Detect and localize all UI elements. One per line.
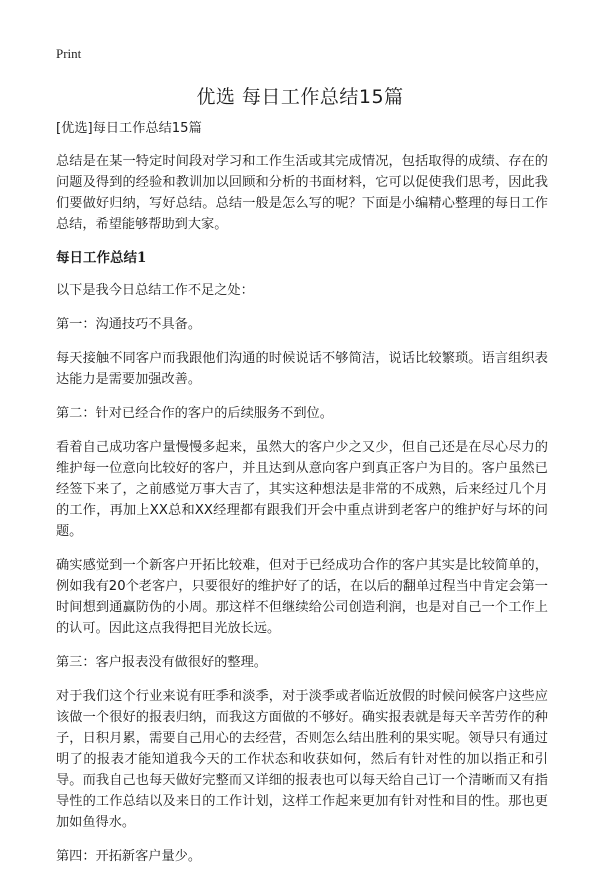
section-heading: 每日工作总结1 [56,250,147,266]
intro-paragraph: 总结是在某一特定时间段对学习和工作生活或其完成情况，包括取得的成绩、存在的问题及得到的经验和教训加以回顾和分析的书面材料，它可以促使我们思考，因此我们要做好归纳，写好总结。总结一般是怎么写的呢？下面是小编精心整理的每日工作总结，希望能够帮助到大家。 [56,154,548,232]
body-paragraph: 第三：客户报表没有做很好的整理。 [56,655,267,670]
document-subtitle: [优选]每日工作总结15篇 [56,121,202,136]
body-paragraph: 以下是我今日总结工作不足之处： [56,283,254,298]
body-paragraph: 看着自己成功客户量慢慢多起来，虽然大的客户少之又少，但自己还是在尽心尽力的维护每一位意向比较好的客户，并且达到从意向客户到真正客户为目的。客户虽然已经签下来了，之前感觉万事大吉了，其实这种想法是非常的不成熟，后来经过几个月的工作，再加上XX总和XX经理都有跟我们开会中重点讲到老客户的维护好与坏的问题。 [56,440,548,539]
document-title: 优选 每日工作总结15篇 [196,86,404,108]
body-paragraph: 第二：针对已经合作的客户的后续服务不到位。 [56,406,333,421]
body-paragraph: 每天接触不同客户而我跟他们沟通的时候说话不够简洁，说话比较繁琐。语言组织表达能力是需要加强改善。 [56,351,548,387]
body-paragraph: 对于我们这个行业来说有旺季和淡季，对于淡季或者临近放假的时候问候客户这些应该做一个很好的报表归纳，而我这方面做的不够好。确实报表就是每天辛苦劳作的种子，日积月累，需要自己用心的去经营，否则怎么结出胜利的果实呢。领导只有通过明了的报表才能知道我今天的工作状态和收获如何，然后有针对性的加以指正和引导。而我自己也每天做好完整而又详细的报表也可以每天给自己订一个清晰而又有指导性的工作总结以及来日的工作计划，这样工作起来更加有针对性和目的性。那也更加如鱼得水。 [56,689,548,830]
print-link[interactable]: Print [56,46,82,61]
body-paragraph: 第四：开拓新客户量少。 [56,849,202,864]
document-body [56,118,548,880]
body-paragraph: 第一：沟通技巧不具备。 [56,317,202,332]
body-paragraph: 确实感觉到一个新客户开拓比较难，但对于已经成功合作的客户其实是比较简单的，例如我有20个老客户，只要很好的维护好了的话，在以后的翻单过程当中肯定会第一时间想到通赢防伪的小周。那这样不但继续给公司创造利润，也是对自己一个工作上的认可。因此这点我得把目光放长远。 [56,558,548,636]
